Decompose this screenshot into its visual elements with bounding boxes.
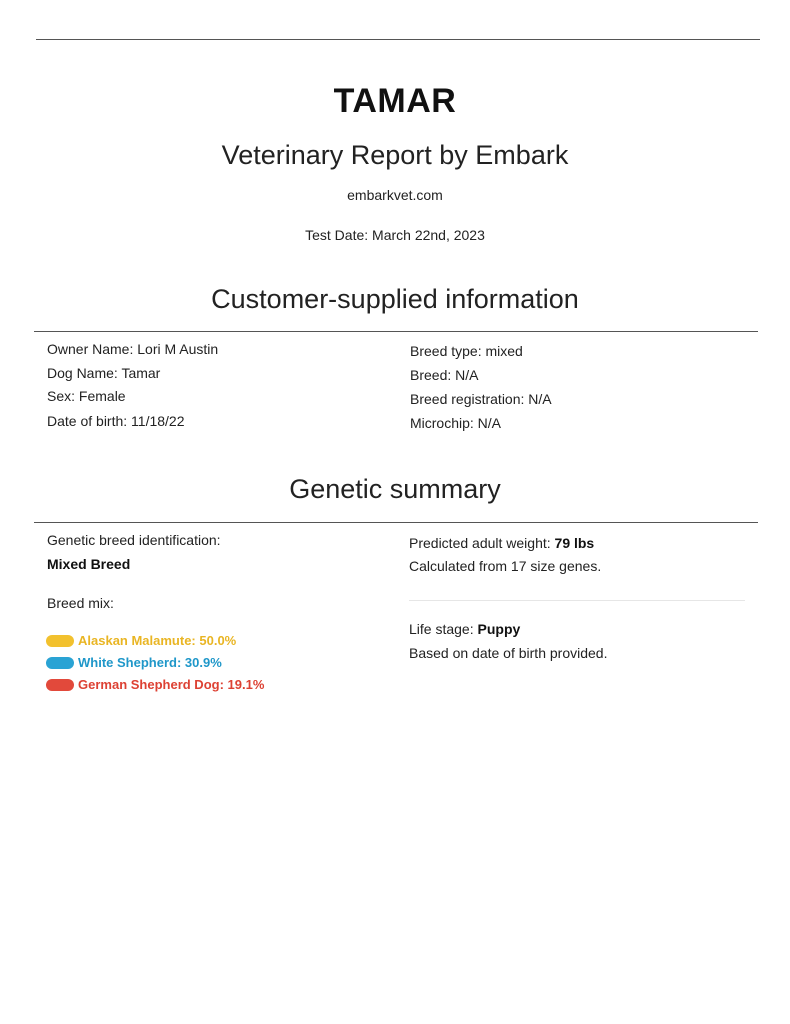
breed-mix-label-text: White Shepherd: 30.9%	[78, 655, 222, 670]
weight-lifestage-divider	[409, 600, 745, 601]
legend-swatch-icon	[46, 635, 74, 647]
breed-mix-item	[46, 677, 264, 692]
test-date: Test Date: March 22nd, 2023	[305, 227, 485, 243]
owner-name: Owner Name: Lori M Austin	[47, 341, 219, 357]
legend-swatch-icon	[46, 679, 74, 691]
breed-registration: Breed registration: N/A	[410, 391, 552, 407]
breed-id-label: Genetic breed identification:	[47, 532, 221, 548]
breed-id-value: Mixed Breed	[47, 556, 131, 572]
breed-mix-item	[46, 655, 222, 670]
life-stage	[409, 621, 520, 637]
predicted-weight	[409, 535, 594, 551]
microchip: Microchip: N/A	[410, 415, 502, 431]
sex: Sex: Female	[47, 388, 126, 404]
customer-info-heading: Customer-supplied information	[211, 284, 579, 314]
breed: Breed: N/A	[410, 367, 479, 383]
dog-name-title: TAMAR	[333, 82, 457, 120]
dog-name: Dog Name: Tamar	[47, 365, 161, 381]
customer-info-divider	[34, 331, 758, 332]
breed-mix-item	[46, 633, 236, 648]
legend-swatch-icon	[46, 657, 74, 669]
breed-mix-label-text: Alaskan Malamute: 50.0%	[78, 633, 237, 648]
weight-note: Calculated from 17 size genes.	[409, 558, 602, 574]
report-subtitle: Veterinary Report by Embark	[221, 140, 569, 170]
breed-type: Breed type: mixed	[410, 343, 523, 359]
weight-label: Predicted adult weight:	[409, 535, 555, 551]
genetic-summary-divider	[34, 522, 758, 523]
genetic-summary-heading: Genetic summary	[289, 474, 501, 504]
date-of-birth: Date of birth: 11/18/22	[47, 413, 185, 429]
website-link[interactable]: embarkvet.com	[347, 187, 443, 203]
weight-value: 79 lbs	[554, 535, 595, 551]
life-stage-value: Puppy	[477, 621, 521, 637]
life-stage-note: Based on date of birth provided.	[409, 645, 608, 661]
top-divider	[36, 39, 760, 40]
breed-mix-label: Breed mix:	[47, 595, 114, 611]
breed-mix-label-text: German Shepherd Dog: 19.1%	[78, 677, 265, 692]
life-stage-label: Life stage:	[409, 621, 478, 637]
